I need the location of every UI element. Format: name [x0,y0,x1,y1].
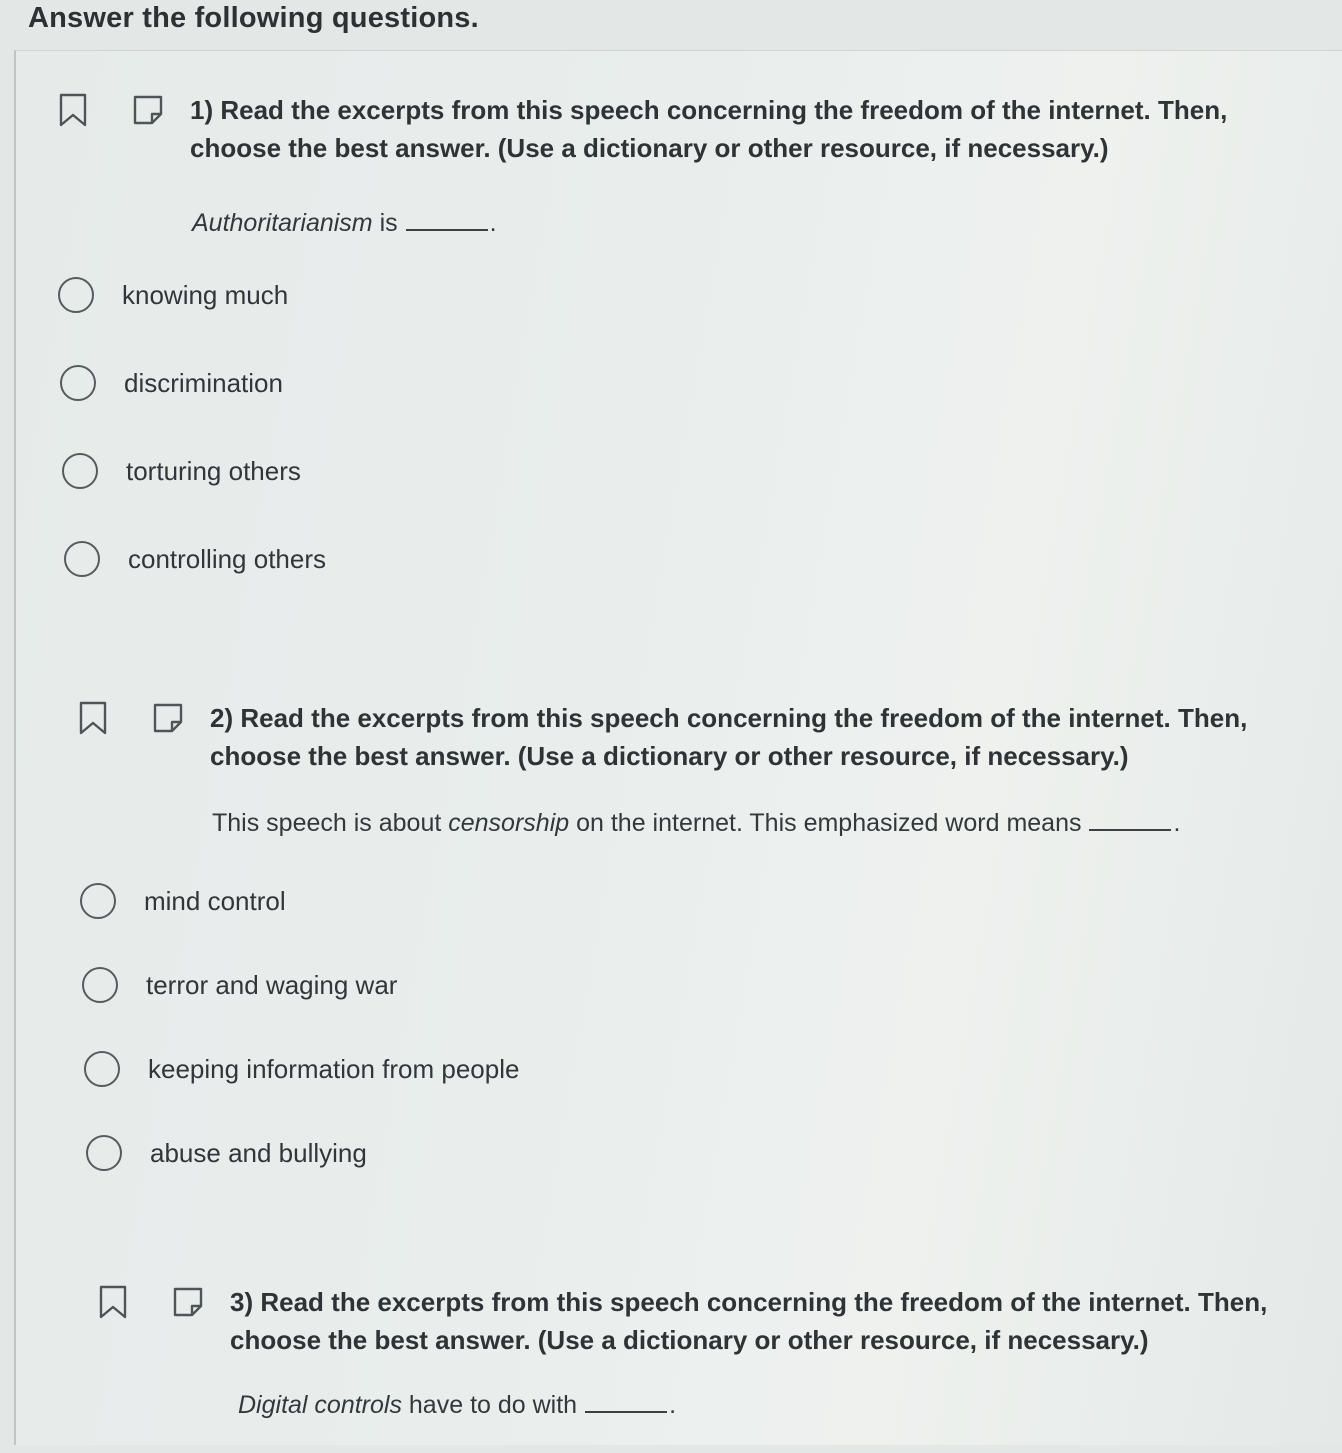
answer-option[interactable] [82,963,397,1007]
stem-text: have to do with [408,1391,578,1419]
bookmark-icon[interactable] [58,93,88,127]
question-text: Read the excerpts from this speech concerning the freedom of the internet. Then, choose the best answer. (Use a dictionary or other resource, if necessary.) [190,95,1228,163]
radio-button[interactable] [84,1051,120,1087]
stem-term: Digital controls [238,1391,402,1419]
answer-option[interactable] [64,537,326,581]
question-stem [212,809,1180,838]
option-label: keeping information from people [148,1053,520,1084]
page-title: Answer the following questions. [28,2,479,34]
radio-button[interactable] [60,365,96,401]
question-prompt [230,1283,1300,1359]
radio-button[interactable] [80,883,116,919]
answer-blank [406,228,488,231]
note-icon[interactable] [132,94,164,126]
bookmark-icon[interactable] [98,1285,128,1319]
question-text: Read the excerpts from this speech concerning the freedom of the internet. Then, choose the best answer. (Use a dictionary or other resource, if necessary.) [210,703,1248,771]
stem-term: Authoritarianism [192,209,373,237]
answer-option[interactable] [84,1047,519,1091]
question-prompt [210,699,1300,775]
answer-blank [1089,828,1171,831]
question-3 [98,1283,1342,1453]
answer-option[interactable] [86,1131,367,1175]
question-1 [58,91,1318,574]
question-stem [238,1391,676,1420]
stem-text: on the internet. This emphasized word means [576,809,1082,837]
answer-blank [585,1410,667,1413]
answer-option[interactable] [62,449,301,493]
stem-text: This speech is about [212,809,442,837]
question-number: 2) [210,703,234,733]
option-label: knowing much [122,279,289,310]
question-list [14,50,1342,1445]
note-icon[interactable] [152,702,184,734]
question-text: Read the excerpts from this speech concerning the freedom of the internet. Then, choose the best answer. (Use a dictionary or other resource, if necessary.) [230,1287,1268,1355]
question-tools [58,91,188,131]
radio-button[interactable] [82,967,118,1003]
radio-button[interactable] [62,453,98,489]
stem-term: censorship [448,809,570,837]
stem-text: is [379,209,398,237]
stem-period: . [669,1391,677,1419]
question-prompt [190,91,1300,167]
answer-option[interactable] [60,361,283,405]
question-tools [78,699,208,739]
answer-option[interactable] [58,273,288,317]
question-number: 1) [190,95,214,125]
radio-button[interactable] [58,277,94,313]
stem-period: . [1173,809,1181,837]
stem-period: . [489,209,497,237]
option-label: controlling others [128,543,326,574]
question-number: 3) [230,1287,254,1317]
answer-option[interactable] [80,879,286,923]
bookmark-icon[interactable] [78,701,108,735]
note-icon[interactable] [172,1286,204,1318]
option-label: terror and waging war [146,969,398,1000]
radio-button[interactable] [86,1135,122,1171]
question-tools [98,1283,228,1323]
option-label: discrimination [124,367,283,398]
question-2 [78,699,1338,1179]
radio-button[interactable] [64,541,100,577]
question-stem [192,209,497,238]
option-label: mind control [144,885,286,916]
option-label: abuse and bullying [150,1137,367,1168]
option-label: torturing others [126,455,301,486]
